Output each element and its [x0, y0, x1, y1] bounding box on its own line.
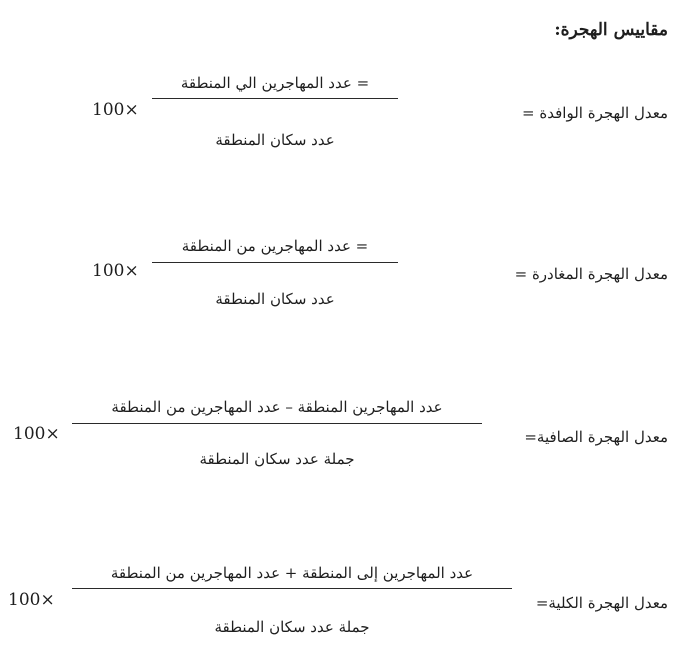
multiplier: 100×: [8, 590, 55, 610]
formula-numerator: عدد المهاجرين المنطقة – عدد المهاجرين من المنطقة: [111, 398, 443, 416]
formula-numerator: = عدد المهاجرين من المنطقة: [181, 237, 369, 255]
formula-denominator: جملة عدد سكان المنطقة: [199, 450, 355, 468]
formula-label: معدل الهجرة المغادرة =: [514, 265, 668, 283]
formula-label: معدل الهجرة الكلية=: [535, 594, 668, 612]
page-title: مقاييس الهجرة:: [554, 20, 668, 40]
fraction-line: [72, 588, 512, 589]
formula-numerator: عدد المهاجرين إلى المنطقة + عدد المهاجرين من المنطقة: [110, 564, 474, 582]
formula-label: معدل الهجرة الوافدة =: [522, 104, 668, 122]
formula-denominator: جملة عدد سكان المنطقة: [214, 618, 370, 636]
multiplier: 100×: [13, 424, 60, 444]
fraction-line: [152, 98, 398, 99]
formula-numerator: = عدد المهاجرين الي المنطقة: [180, 74, 370, 92]
fraction-line: [152, 262, 398, 263]
multiplier: 100×: [92, 261, 139, 281]
fraction-line: [72, 423, 482, 424]
multiplier: 100×: [92, 100, 139, 120]
formula-denominator: عدد سكان المنطقة: [215, 131, 335, 149]
formula-label: معدل الهجرة الصافية=: [524, 428, 668, 446]
formula-denominator: عدد سكان المنطقة: [215, 290, 335, 308]
